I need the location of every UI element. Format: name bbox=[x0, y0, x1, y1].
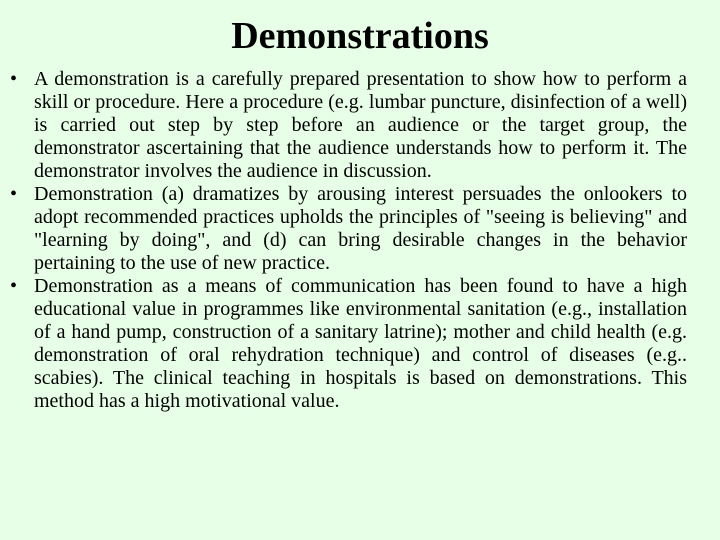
bullet-text: Demonstration (a) dramatizes by arousing interest persuades the onlookers to adopt recommended practices upholds the principles of "seeing is believing" and "learning by doing", and (d) can bring desirable changes in the behavior pertaining to the use of new practice. bbox=[34, 183, 687, 274]
bullet-text: A demonstration is a carefully prepared presentation to show how to perform a skill or procedure. Here a procedure (e.g. lumbar puncture, disinfection of a well) is carried out step by step before an audience or the target group, the demonstrator ascertaining that the audience understands how to perform it. The demonstrator involves the audience in discussion. bbox=[34, 68, 687, 182]
bullet-item-2 bbox=[10, 183, 687, 275]
bullet-item-3 bbox=[10, 275, 687, 413]
bullet-list bbox=[10, 68, 687, 413]
bullet-marker: • bbox=[10, 183, 18, 205]
slide-title: Demonstrations bbox=[231, 15, 489, 57]
bullet-marker: • bbox=[10, 275, 18, 297]
bullet-item-1 bbox=[10, 68, 687, 183]
bullet-marker: • bbox=[10, 68, 18, 90]
bullet-text: Demonstration as a means of communication has been found to have a high educational value in programmes like environmental sanitation (e.g., installation of a hand pump, construction of a sanitary latrine); mother and child health (e.g. demonstration of oral rehydration technique) and control of diseases (e.g.. scabies). The clinical teaching in hospitals is based on demonstrations. This method has a high motivational value. bbox=[34, 275, 687, 412]
